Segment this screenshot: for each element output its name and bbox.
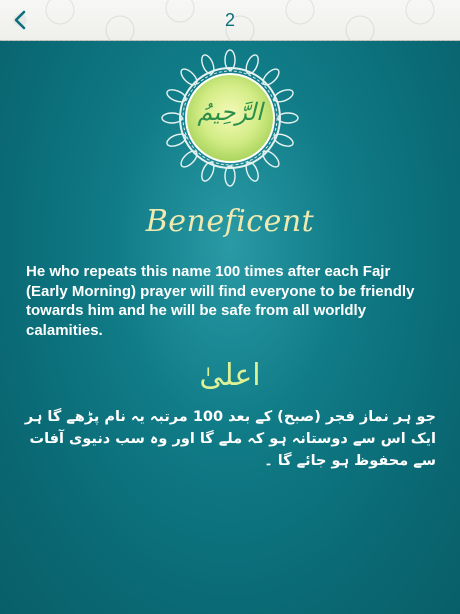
urdu-heading: اعلیٰ xyxy=(199,358,261,393)
back-button[interactable] xyxy=(6,6,34,34)
english-name-title: Beneficent xyxy=(145,204,315,239)
page-number-title: 2 xyxy=(224,10,235,30)
chevron-left-icon xyxy=(12,10,28,30)
top-navigation-bar xyxy=(0,0,460,41)
arabic-name: الرَّحِيمُ xyxy=(197,98,263,126)
urdu-description: جو ہر نماز فجر (صبح) کے بعد 100 مرتبہ یہ نام پڑھے گا ہر ایک اس سے دوستانہ ہو کہ ملے گا اور وہ سب دنیوی آفات سے محفوظ ہو جائے گا ۔ xyxy=(24,409,436,469)
english-description: He who repeats this name 100 times after each Fajr (Early Morning) prayer will find everyone to be friendly towards him and he will be safe from all worldly calamities. xyxy=(26,263,415,339)
decorative-pattern xyxy=(0,0,460,40)
nav-divider xyxy=(0,40,460,41)
medallion-petal xyxy=(178,66,199,87)
